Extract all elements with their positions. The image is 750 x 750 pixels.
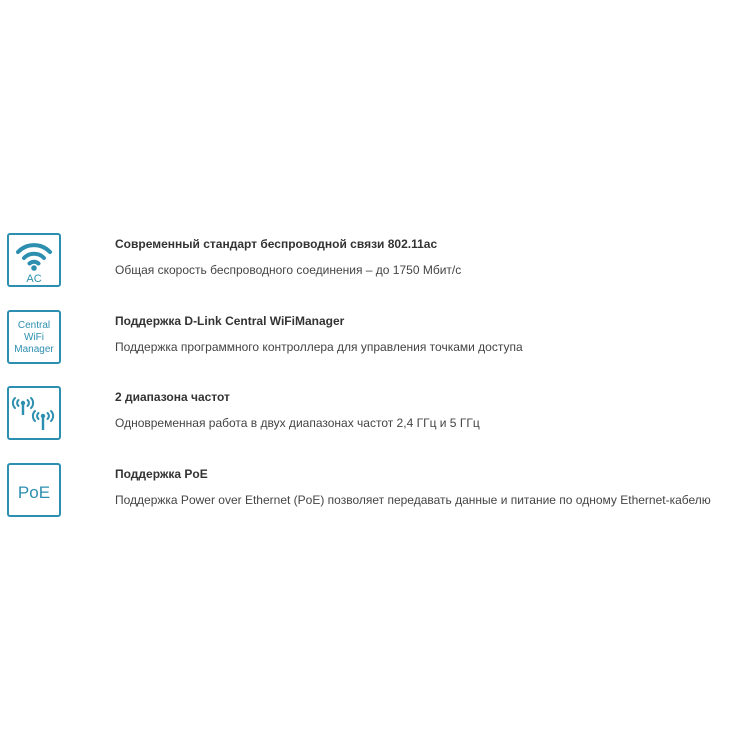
feature-title: Современный стандарт беспроводной связи 802.11ac (115, 237, 438, 251)
feature-title: Поддержка D-Link Central WiFiManager (115, 314, 345, 328)
feature-title: Поддержка PoE (115, 467, 208, 481)
feature-item-central-wifi-manager (0, 310, 750, 370)
icon-label-ac: AC (26, 273, 42, 285)
feature-item-ac (0, 233, 750, 293)
icon-label-wifi: WiFi (24, 332, 44, 343)
feature-text (115, 466, 747, 508)
feature-description: Поддержка Power over Ethernet (PoE) позволяет передавать данные и питание по одному Ethernet-кабелю (115, 493, 711, 507)
feature-text (115, 236, 747, 278)
icon-label-poe: PoE (17, 483, 51, 502)
feature-item-dual-band (0, 386, 750, 446)
feature-description: Одновременная работа в двух диапазонах частот 2,4 ГГц и 5 ГГц (115, 416, 480, 430)
icon-label-manager: Manager (14, 344, 54, 355)
wifi-ac-icon (7, 233, 61, 287)
feature-title: 2 диапазона частот (115, 390, 230, 404)
feature-description: Поддержка программного контроллера для управления точками доступа (115, 340, 523, 354)
feature-description: Общая скорость беспроводного соединения – до 1750 Мбит/с (115, 263, 462, 277)
central-wifi-manager-icon (7, 310, 61, 364)
icon-label-central: Central (17, 320, 51, 331)
feature-text (115, 313, 747, 355)
poe-icon (7, 463, 61, 517)
dual-band-icon (7, 386, 61, 440)
feature-item-poe (0, 463, 750, 523)
feature-text (115, 389, 747, 431)
